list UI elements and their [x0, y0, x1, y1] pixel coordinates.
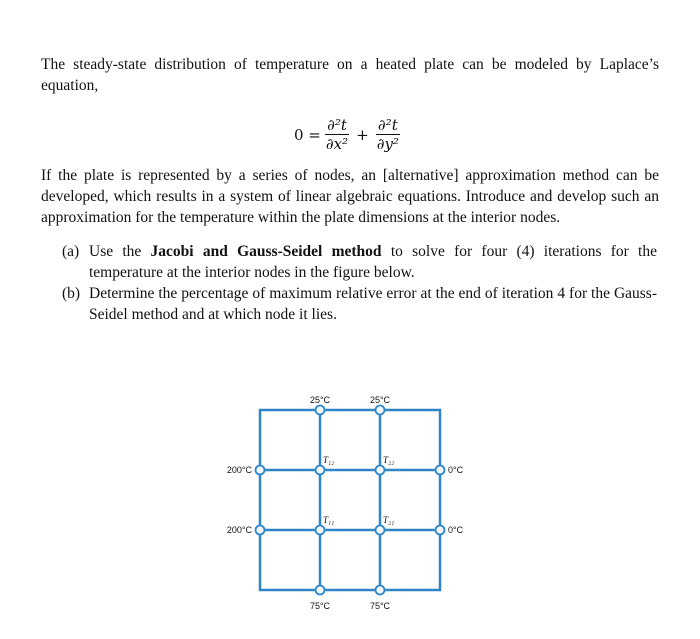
label-node-t11: T₁₁ [323, 515, 335, 525]
label-node-t21: T₂₁ [383, 515, 395, 525]
equation-lhs: 0 = [294, 125, 321, 144]
fraction-denominator-y: ∂y² [376, 135, 399, 153]
part-a-prefix: Use the [89, 243, 151, 260]
interior-node-t12 [316, 466, 325, 475]
boundary-node-right-lower [436, 526, 445, 535]
label-node-t12: T₁₂ [323, 455, 335, 465]
label-top-right-temp: 25°C [369, 395, 391, 405]
label-left-lower-temp: 200°C [226, 525, 252, 535]
label-right-upper-temp: 0°C [448, 465, 464, 475]
fraction-denominator-x: ∂x² [325, 135, 349, 153]
part-a-method: Jacobi and Gauss-Seidel method [150, 243, 382, 260]
label-bottom-left-temp: 75°C [309, 601, 331, 611]
plate-outline [260, 410, 440, 590]
label-bottom-right-temp: 75°C [369, 601, 391, 611]
part-b-label: (b) [62, 285, 81, 302]
question-part-a [62, 241, 657, 283]
boundary-node-bottom-right [376, 586, 385, 595]
fraction-numerator-x: ∂²t [327, 116, 347, 134]
plate-grid-diagram [210, 390, 470, 620]
body-paragraph: If the plate is represented by a series of nodes, an [alternative] approximation method can be developed, which results in a system of linear algebraic equations. Introduce and develop such an approximation for the temperature within the plate dimensions at the interior nodes. [41, 167, 659, 226]
laplace-equation [294, 116, 404, 153]
label-left-upper-temp: 200°C [226, 465, 252, 475]
interior-node-t21 [376, 526, 385, 535]
interior-node-t22 [376, 466, 385, 475]
part-a-label: (a) [62, 243, 80, 260]
fraction-numerator-y: ∂²t [377, 116, 398, 134]
boundary-node-top-left [316, 406, 325, 415]
plus-sign: + [356, 125, 369, 144]
label-node-t22: T₂₂ [383, 455, 395, 465]
heated-plate-figure [210, 390, 470, 620]
label-top-left-temp: 25°C [309, 395, 331, 405]
part-b-text: Determine the percentage of maximum relative error at the end of iteration 4 for the Gauss-Seidel method and at which node it lies. [89, 285, 657, 323]
second-derivative-x [324, 116, 350, 153]
intro-paragraph: The steady-state distribution of temperature on a heated plate can be modeled by Laplace’s equation, [41, 56, 659, 94]
second-derivative-y [375, 116, 401, 153]
question-part-b [62, 283, 657, 325]
boundary-node-top-right [376, 406, 385, 415]
boundary-node-left-upper [256, 466, 265, 475]
boundary-node-bottom-left [316, 586, 325, 595]
boundary-node-right-upper [436, 466, 445, 475]
part-a-suffix: to solve for four (4) iterations for the temperature at the interior nodes in the figure below. [89, 243, 657, 281]
label-right-lower-temp: 0°C [448, 525, 464, 535]
boundary-node-left-lower [256, 526, 265, 535]
interior-node-t11 [316, 526, 325, 535]
